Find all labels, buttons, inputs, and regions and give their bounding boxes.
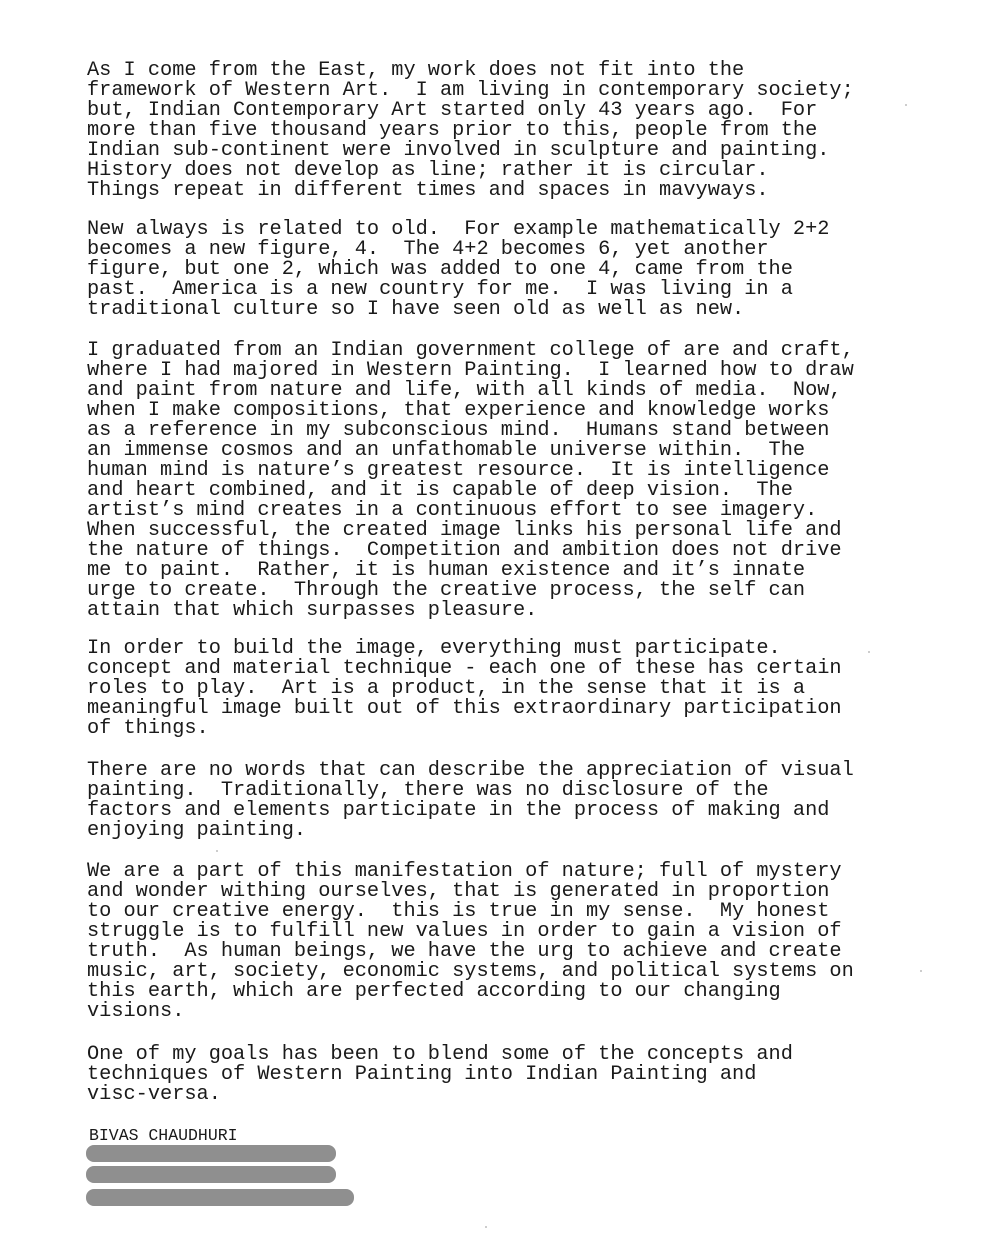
text-line: attain that which surpasses pleasure.	[87, 599, 538, 622]
text-line: music, art, society, economic systems, and political systems on	[87, 960, 854, 983]
text-line: past. America is a new country for me. I was living in a	[87, 278, 793, 301]
text-line: urge to create. Through the creative process, the self can	[87, 579, 806, 602]
signature-name: BIVAS CHAUDHURI	[89, 1126, 238, 1145]
text-line: painting. Traditionally, there was no disclosure of the	[87, 779, 769, 802]
redaction-bar	[86, 1189, 354, 1206]
text-line: factors and elements participate in the process of making and	[87, 799, 830, 822]
text-line: more than five thousand years prior to this, people from the	[87, 119, 818, 142]
scan-speck	[920, 970, 922, 972]
text-line: traditional culture so I have seen old as well as new.	[87, 298, 745, 321]
text-line: of things.	[87, 717, 209, 740]
text-line: New always is related to old. For example mathematically 2+2	[87, 218, 830, 241]
text-line: As I come from the East, my work does not fit into the	[87, 59, 745, 82]
text-line: visc-versa.	[87, 1083, 221, 1106]
text-line: Things repeat in different times and spaces in mavyways.	[87, 179, 769, 202]
scan-speck	[905, 104, 907, 106]
text-line: When successful, the created image links his personal life and	[87, 519, 842, 542]
text-line: There are no words that can describe the appreciation of visual	[87, 759, 854, 782]
text-line: to our creative energy. this is true in my sense. My honest	[87, 900, 830, 923]
text-line: an immense cosmos and an unfathomable universe within. The	[87, 439, 806, 462]
scan-speck	[485, 1226, 487, 1228]
paragraph-4	[87, 639, 887, 739]
text-line: figure, but one 2, which was added to one 4, came from the	[87, 258, 793, 281]
text-line: framework of Western Art. I am living in contemporary society;	[87, 79, 854, 102]
text-line: struggle is to fulfill new values in order to gain a vision of	[87, 920, 842, 943]
text-line: but, Indian Contemporary Art started only 43 years ago. For	[87, 99, 818, 122]
scan-speck	[216, 850, 218, 852]
text-line: and heart combined, and it is capable of deep vision. The	[87, 479, 793, 502]
text-line: We are a part of this manifestation of nature; full of mystery	[87, 860, 842, 883]
text-line: I graduated from an Indian government college of are and craft,	[87, 339, 854, 362]
text-line: and wonder withing ourselves, that is generated in proportion	[87, 880, 830, 903]
text-line: the nature of things. Competition and ambition does not drive	[87, 539, 842, 562]
text-line: enjoying painting.	[87, 819, 307, 842]
text-line: and paint from nature and life, with all kinds of media. Now,	[87, 379, 842, 402]
text-line: artist’s mind creates in a continuous effort to see imagery.	[87, 499, 818, 522]
text-line: techniques of Western Painting into Indian Painting and	[87, 1063, 757, 1086]
text-line: becomes a new figure, 4. The 4+2 becomes 6, yet another	[87, 238, 769, 261]
text-line: One of my goals has been to blend some of the concepts and	[87, 1043, 793, 1066]
text-line: human mind is nature’s greatest resource. It is intelligence	[87, 459, 830, 482]
scan-speck	[868, 651, 870, 653]
redaction-bar	[86, 1145, 336, 1162]
paragraph-7	[87, 1045, 887, 1105]
text-line: visions.	[87, 1000, 185, 1023]
paragraph-6	[87, 862, 887, 1022]
text-line: concept and material technique - each one of these has certain	[87, 657, 842, 680]
text-line: truth. As human beings, we have the urg to achieve and create	[87, 940, 842, 963]
text-line: as a reference in my subconscious mind. Humans stand between	[87, 419, 830, 442]
text-line: Indian sub-continent were involved in sculpture and painting.	[87, 139, 830, 162]
redaction-bar	[86, 1166, 336, 1183]
paragraph-5	[87, 761, 887, 841]
paragraph-2	[87, 220, 887, 320]
paragraph-3	[87, 341, 887, 621]
paragraph-1	[87, 61, 887, 201]
text-line: History does not develop as line; rather it is circular.	[87, 159, 769, 182]
text-line: meaningful image built out of this extraordinary participation	[87, 697, 842, 720]
text-line: this earth, which are perfected according to our changing	[87, 980, 781, 1003]
text-line: me to paint. Rather, it is human existence and it’s innate	[87, 559, 806, 582]
text-line: where I had majored in Western Painting. I learned how to draw	[87, 359, 854, 382]
text-line: In order to build the image, everything must participate.	[87, 637, 781, 660]
text-line: when I make compositions, that experience and knowledge works	[87, 399, 830, 422]
text-line: roles to play. Art is a product, in the sense that it is a	[87, 677, 806, 700]
